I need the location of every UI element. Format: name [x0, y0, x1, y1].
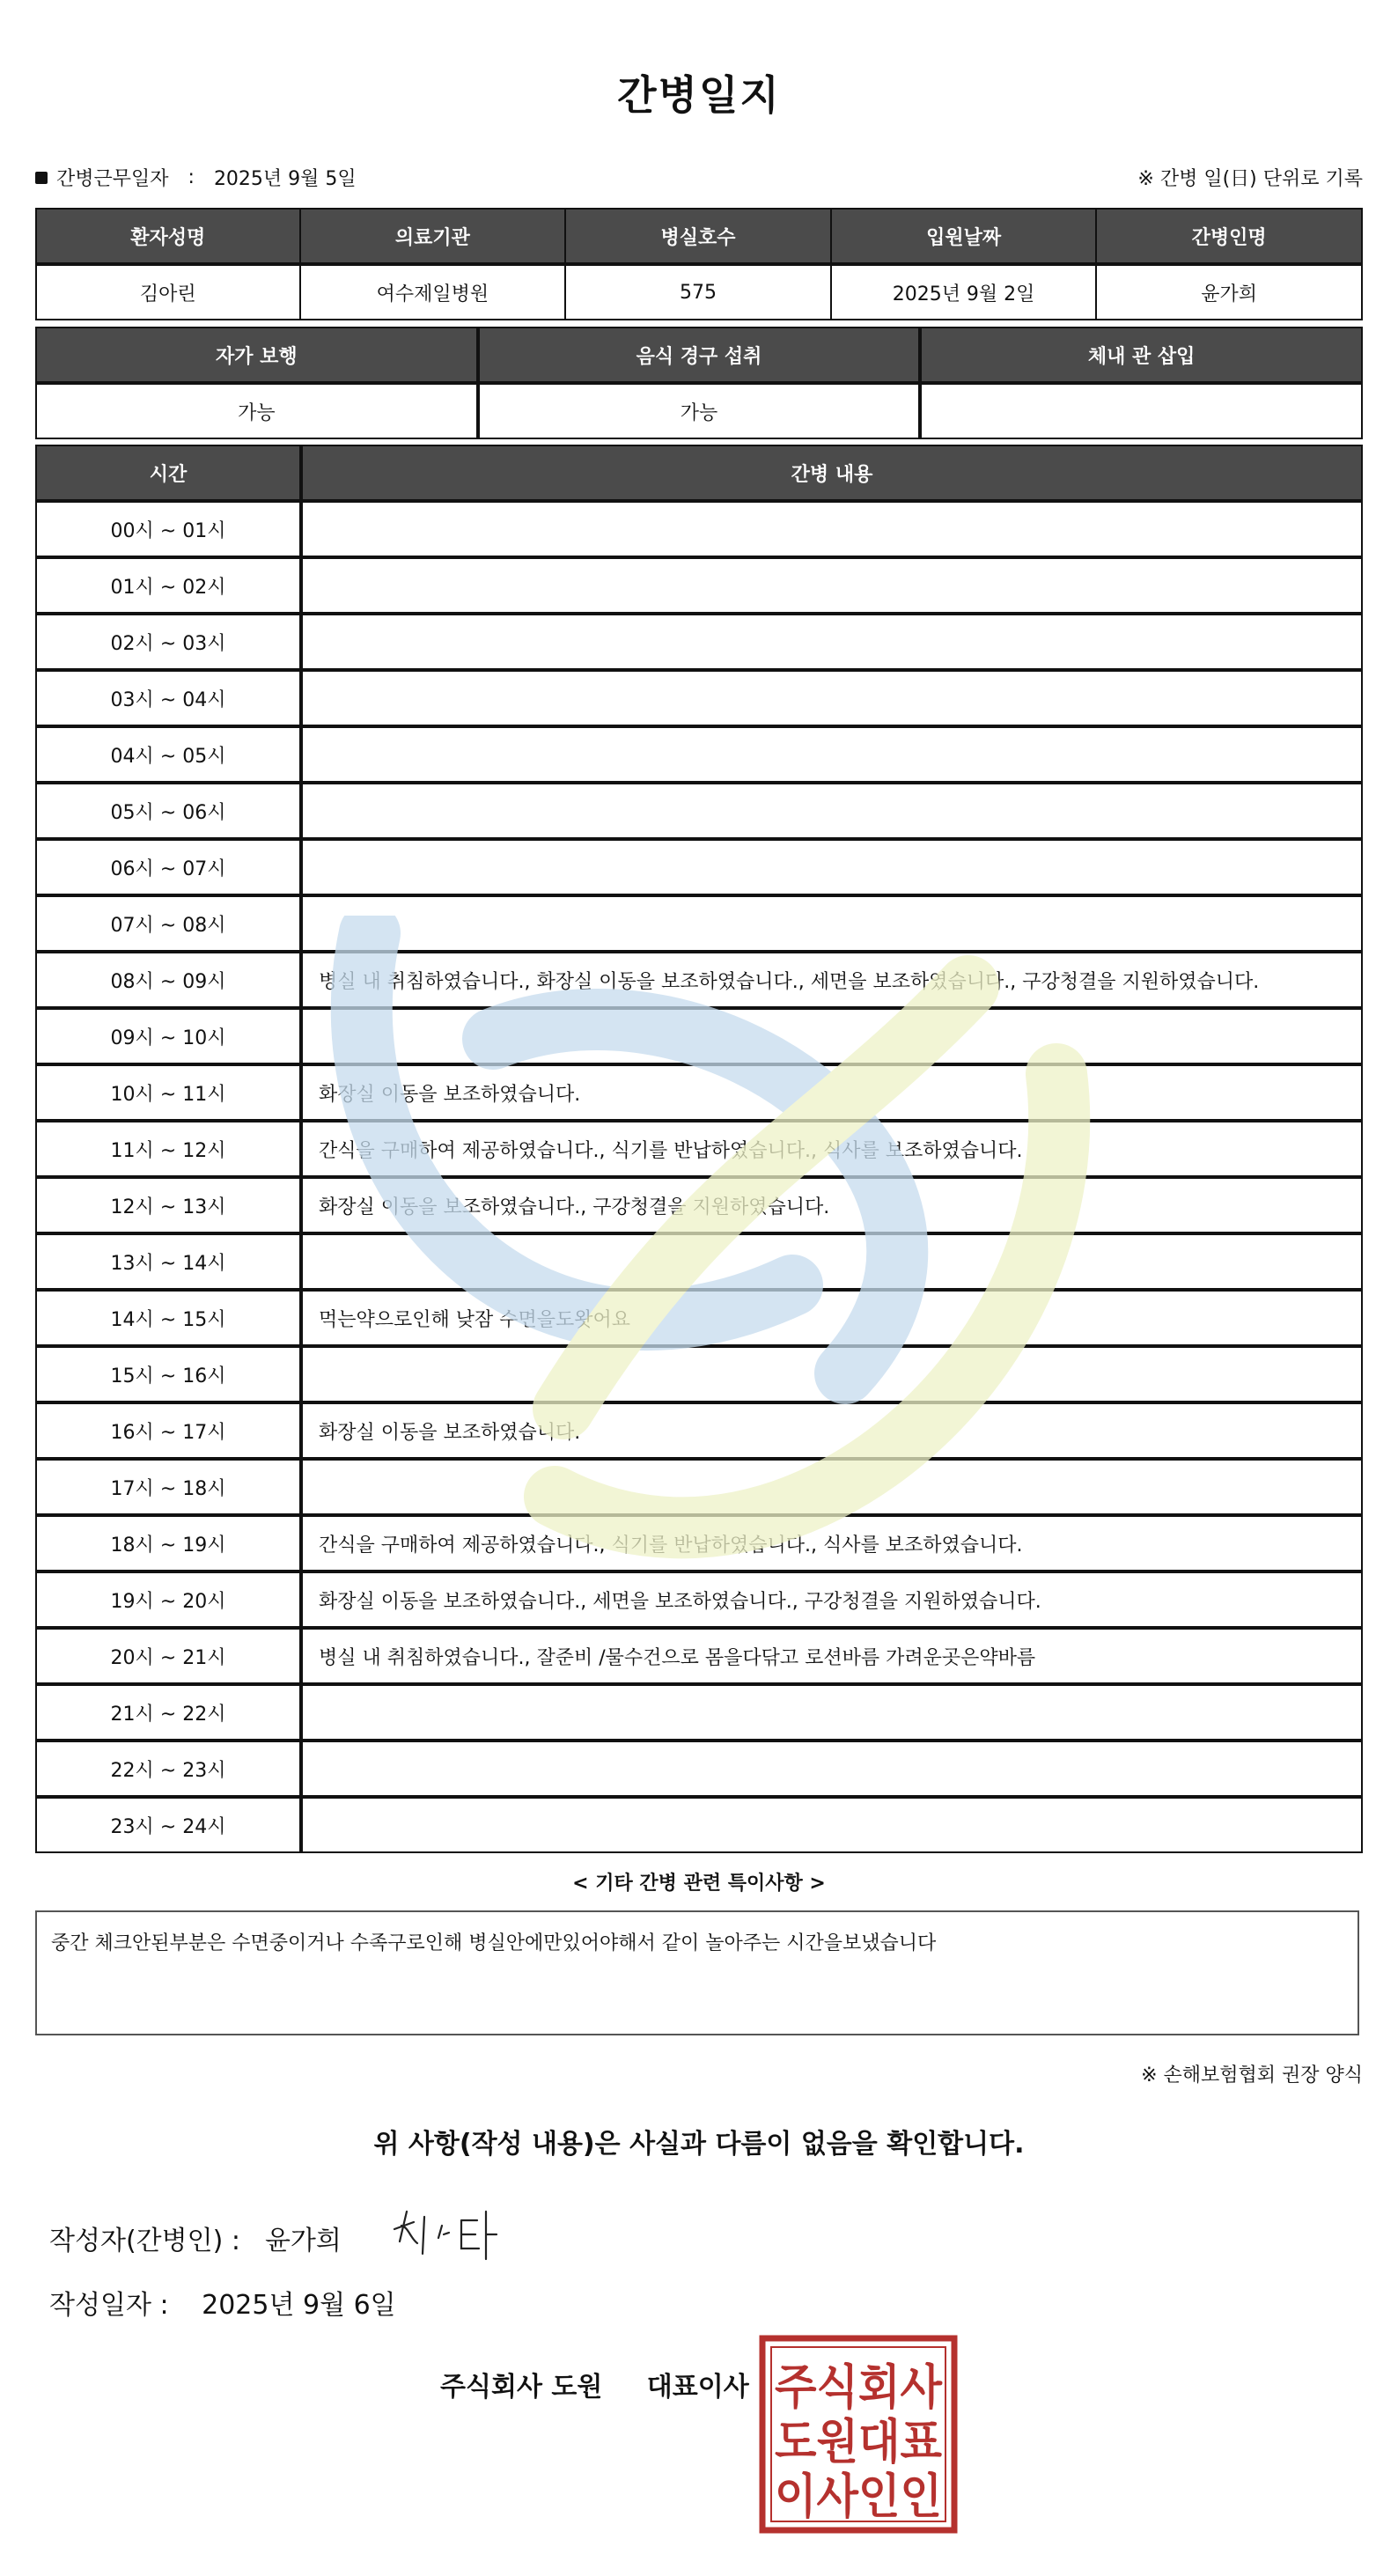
- seal-text: 주식회사: [775, 2359, 943, 2415]
- table-row: [35, 501, 1363, 557]
- table-row: [35, 670, 1363, 726]
- table-row: [35, 1571, 1363, 1628]
- log-time: 02시 ~ 03시: [35, 614, 301, 670]
- info-header: 병실호수: [566, 208, 832, 264]
- log-time: 10시 ~ 11시: [35, 1064, 301, 1121]
- write-date-line: [49, 2283, 396, 2322]
- work-date-value: 2025년 9월 5일: [213, 168, 357, 190]
- log-content: 화장실 이동을 보조하였습니다.: [301, 1064, 1363, 1121]
- table-row: [35, 614, 1363, 670]
- write-date-label: 작성일자 :: [49, 2290, 169, 2321]
- table-row: [35, 1008, 1363, 1064]
- walking-status: 가능: [35, 383, 478, 439]
- author-line: [49, 2219, 342, 2257]
- table-row: [35, 1290, 1363, 1346]
- caregiver-name: 윤가희: [1097, 264, 1363, 320]
- log-content: 화장실 이동을 보조하였습니다.: [301, 1402, 1363, 1459]
- patient-name: 김아린: [35, 264, 301, 320]
- log-content: [301, 1797, 1363, 1853]
- log-time: 04시 ~ 05시: [35, 726, 301, 783]
- work-date-line: [35, 164, 357, 191]
- table-row: [35, 1459, 1363, 1515]
- table-row: [35, 952, 1363, 1008]
- standard-note: ※ 손해보험협회 권장 양식: [1141, 2064, 1363, 2087]
- log-content: [301, 1346, 1363, 1402]
- log-content: 먹는약으로인해 낮잠 수면을도왓어요: [301, 1290, 1363, 1346]
- log-time: 17시 ~ 18시: [35, 1459, 301, 1515]
- log-content: [301, 1459, 1363, 1515]
- table-row: [35, 1402, 1363, 1459]
- hospital-name: 여수제일병원: [301, 264, 567, 320]
- status-header: 자가 보행: [35, 327, 478, 383]
- table-row: [35, 1628, 1363, 1684]
- table-row: [35, 1064, 1363, 1121]
- company-name: 주식회사 도원: [440, 2372, 603, 2403]
- work-date-label: 간병근무일자: [56, 168, 169, 190]
- log-time: 20시 ~ 21시: [35, 1628, 301, 1684]
- log-content: [301, 1008, 1363, 1064]
- company-line: [440, 2365, 749, 2403]
- patient-info-table: [35, 208, 1363, 320]
- tube-status: [920, 383, 1363, 439]
- info-header: 의료기관: [301, 208, 567, 264]
- patient-status-table: [35, 327, 1363, 439]
- log-content: 병실 내 취침하였습니다., 화장실 이동을 보조하였습니다., 세면을 보조하였습니다., 구강청결을 지원하였습니다.: [301, 952, 1363, 1008]
- table-row: [35, 1684, 1363, 1741]
- log-content: [301, 1741, 1363, 1797]
- log-time: 18시 ~ 19시: [35, 1515, 301, 1571]
- room-number: 575: [566, 264, 832, 320]
- table-row: [35, 1346, 1363, 1402]
- log-content: [301, 670, 1363, 726]
- oral-intake-status: 가능: [478, 383, 921, 439]
- log-content: 간식을 구매하여 제공하였습니다., 식기를 반납하였습니다., 식사를 보조하였습니다.: [301, 1515, 1363, 1571]
- log-time: 21시 ~ 22시: [35, 1684, 301, 1741]
- log-content: [301, 1684, 1363, 1741]
- info-header: 입원날짜: [832, 208, 1098, 264]
- log-content: [301, 614, 1363, 670]
- status-header: 체내 관 삽입: [920, 327, 1363, 383]
- company-rep: 대표이사: [646, 2372, 749, 2403]
- confirm-statement: 위 사항(작성 내용)은 사실과 다름이 없음을 확인합니다.: [373, 2129, 1025, 2160]
- log-time: 15시 ~ 16시: [35, 1346, 301, 1402]
- log-time: 12시 ~ 13시: [35, 1177, 301, 1233]
- admission-date: 2025년 9월 2일: [832, 264, 1098, 320]
- table-row: [35, 1797, 1363, 1853]
- notes-box: 중간 체크안된부분은 수면중이거나 수족구로인해 병실안에만있어야해서 같이 놀아주는 시간을보냈습니다: [35, 1910, 1359, 2035]
- log-time: 11시 ~ 12시: [35, 1121, 301, 1177]
- log-header-time: 시간: [35, 445, 301, 501]
- log-time: 07시 ~ 08시: [35, 895, 301, 952]
- table-row: [35, 557, 1363, 614]
- bullet-square-icon: [35, 172, 48, 184]
- handwritten-signature-icon: [387, 2203, 546, 2264]
- log-time: 09시 ~ 10시: [35, 1008, 301, 1064]
- info-header: 간병인명: [1097, 208, 1363, 264]
- table-row: [35, 1233, 1363, 1290]
- table-row: [35, 1121, 1363, 1177]
- log-content: 간식을 구매하여 제공하였습니다., 식기를 반납하였습니다., 식사를 보조하였습니다.: [301, 1121, 1363, 1177]
- log-content: 화장실 이동을 보조하였습니다., 구강청결을 지원하였습니다.: [301, 1177, 1363, 1233]
- unit-note: ※ 간병 일(日) 단위로 기록: [1137, 168, 1363, 190]
- log-time: 05시 ~ 06시: [35, 783, 301, 839]
- table-row: [35, 895, 1363, 952]
- log-content: [301, 501, 1363, 557]
- log-time: 22시 ~ 23시: [35, 1741, 301, 1797]
- author-label: 작성자(간병인) :: [49, 2226, 240, 2256]
- status-header: 음식 경구 섭취: [478, 327, 921, 383]
- log-content: 병실 내 취침하였습니다., 잘준비 /물수건으로 몸을다닦고 로션바름 가려운곳은약바름: [301, 1628, 1363, 1684]
- log-time: 23시 ~ 24시: [35, 1797, 301, 1853]
- table-row: [35, 839, 1363, 895]
- table-row: [35, 783, 1363, 839]
- log-time: 03시 ~ 04시: [35, 670, 301, 726]
- log-time: 14시 ~ 15시: [35, 1290, 301, 1346]
- company-seal-icon: [759, 2335, 958, 2534]
- log-time: 01시 ~ 02시: [35, 557, 301, 614]
- author-name: 윤가희: [264, 2226, 342, 2256]
- page-title: 간병일지: [617, 71, 781, 119]
- log-time: 16시 ~ 17시: [35, 1402, 301, 1459]
- log-time: 19시 ~ 20시: [35, 1571, 301, 1628]
- seal-text: 이사인인: [775, 2468, 942, 2524]
- log-content: [301, 839, 1363, 895]
- log-content: [301, 557, 1363, 614]
- notes-title: < 기타 간병 관련 특이사항 >: [572, 1873, 826, 1895]
- log-time: 06시 ~ 07시: [35, 839, 301, 895]
- log-header-content: 간병 내용: [301, 445, 1363, 501]
- log-time: 00시 ~ 01시: [35, 501, 301, 557]
- write-date-value: 2025년 9월 6일: [202, 2290, 396, 2321]
- log-time: 13시 ~ 14시: [35, 1233, 301, 1290]
- table-row: [35, 726, 1363, 783]
- table-row: [35, 1515, 1363, 1571]
- info-header: 환자성명: [35, 208, 301, 264]
- log-content: 화장실 이동을 보조하였습니다., 세면을 보조하였습니다., 구강청결을 지원하였습니다.: [301, 1571, 1363, 1628]
- log-time: 08시 ~ 09시: [35, 952, 301, 1008]
- log-content: [301, 895, 1363, 952]
- log-content: [301, 726, 1363, 783]
- log-content: [301, 1233, 1363, 1290]
- seal-text: 도원대표: [775, 2413, 942, 2469]
- table-row: [35, 1177, 1363, 1233]
- table-row: [35, 1741, 1363, 1797]
- log-content: [301, 783, 1363, 839]
- work-date-sep: :: [188, 166, 195, 188]
- hourly-log-table: [35, 445, 1363, 1853]
